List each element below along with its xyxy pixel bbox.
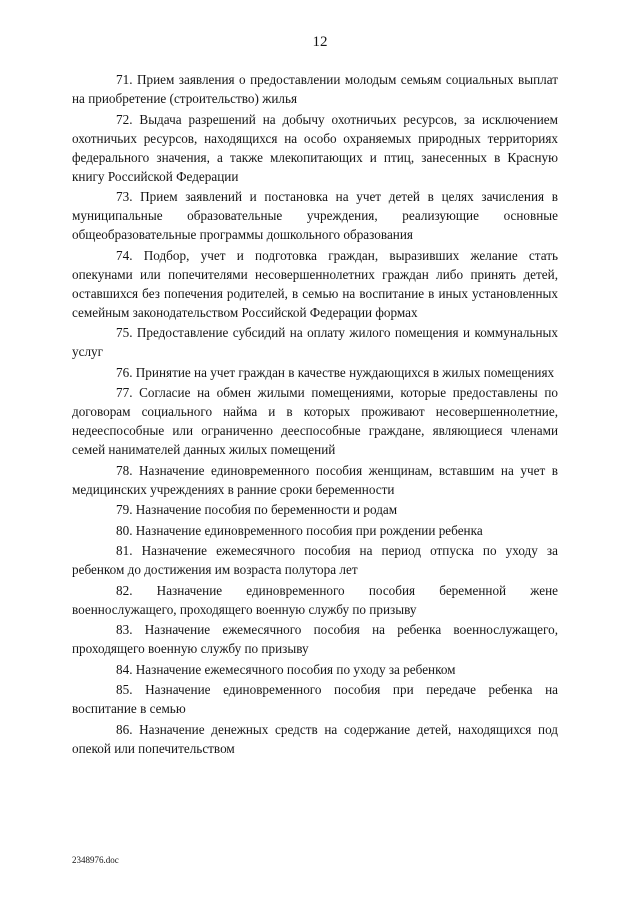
list-item-79: 79. Назначение пособия по беременности и родам bbox=[116, 502, 398, 517]
list-item-77: 77. Согласие на обмен жилыми помещениями, которые предоставлены по договорам социального найма и в которых проживают несовершеннолетние, недееспособные или ограниченно дееспособные граждане, являющиеся членами семей нанимателей данных жилых помещений bbox=[72, 385, 558, 457]
list-item-71: 71. Прием заявления о предоставлении молодым семьям социальных выплат на приобретение (строительство) жилья bbox=[72, 72, 558, 106]
list-item-72: 72. Выдача разрешений на добычу охотничьих ресурсов, за исключением охотничьих ресурсов, находящихся на особо охраняемых природных территориях федерального значения, а также млекопитающих и птиц, занесенных в Красную книгу Российской Федерации bbox=[72, 111, 558, 184]
footer-file-code: 2348976.doc bbox=[72, 855, 119, 865]
list-item-83: 83. Назначение ежемесячного пособия на ребенка военнослужащего, проходящего военную службу по призыву bbox=[72, 622, 558, 656]
list-item-86: 86. Назначение денежных средств на содержание детей, находящихся под опекой или попечительством bbox=[72, 721, 558, 756]
list-item-85: 85. Назначение единовременного пособия при передаче ребенка на воспитание в семью bbox=[72, 682, 558, 716]
page-number: 12 bbox=[312, 34, 328, 50]
list-item-76: 76. Принятие на учет граждан в качестве нуждающихся в жилых помещениях bbox=[116, 364, 555, 380]
list-item-75: 75. Предоставление субсидий на оплату жилого помещения и коммунальных услуг bbox=[72, 325, 558, 359]
list-item-74: 74. Подбор, учет и подготовка граждан, выразивших желание стать опекунами или попечителями несовершеннолетних граждан либо принять детей, оставшихся без попечения родителей, в семью на воспитание в иных установленных семейным законодательством Российской Федерации формах bbox=[72, 247, 558, 320]
list-item-78: 78. Назначение единовременного пособия женщинам, вставшим на учет в медицинских учреждениях в ранние сроки беременности bbox=[72, 462, 558, 497]
document-body bbox=[72, 70, 558, 759]
list-item-84: 84. Назначение ежемесячного пособия по уходу за ребенком bbox=[116, 661, 456, 677]
list-item-81: 81. Назначение ежемесячного пособия на период отпуска по уходу за ребенком до достижения им возраста полутора лет bbox=[72, 543, 558, 577]
list-item-80: 80. Назначение единовременного пособия при рождении ребенка bbox=[116, 522, 483, 538]
list-item-82: 82. Назначение единовременного пособия беременной жене военнослужащего, проходящего военную службу по призыву bbox=[72, 582, 558, 617]
list-item-73: 73. Прием заявлений и постановка на учет детей в целях зачисления в муниципальные образовательные учреждения, реализующие основные общеобразовательные программы дошкольного образования bbox=[72, 189, 558, 242]
